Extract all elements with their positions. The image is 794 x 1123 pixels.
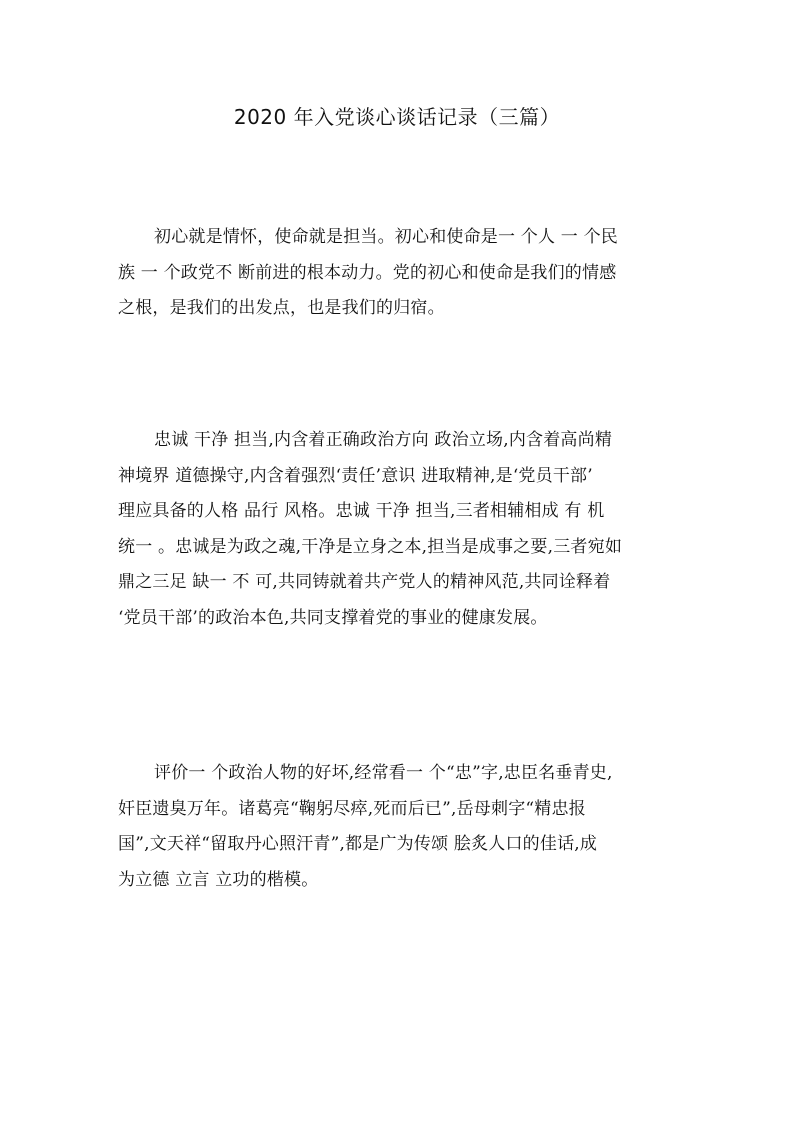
paragraph-line: 之根，是我们的出发点，也是我们的归宿。 (118, 298, 445, 318)
page-title: 2020 年入党谈心谈话记录（三篇） (233, 105, 561, 129)
paragraph-2 (118, 423, 676, 636)
paragraph-line: 族 一 个政党不 断前进的根本动力。党的初心和使命是我们的情感 (118, 262, 617, 283)
paragraph-line: 评价一 个政治人物的好坏,经常看一 个“忠”字,忠臣名垂青史, (154, 763, 613, 783)
paragraph-line: 鼎之三足 缺一 不 可,共同铸就着共产党人的精神风范,共同诠释着 (118, 572, 611, 592)
paragraph-line: 初心就是情怀，使命就是担当。初心和使命是一 个人 一 个民 (154, 227, 619, 247)
paragraph-line: 神境界 道德操守,内含着强烈‘责任’意识 进取精神,是‘党员干部’ (118, 465, 593, 486)
paragraph-line: 国”,文天祥“留取丹心照汗青”,都是广为传颂 脍炙人口的佳话,成 (118, 834, 598, 854)
paragraph-line: 为立德 立言 立功的楷模。 (118, 869, 319, 890)
paragraph-line: 忠诚 干净 担当,内含着正确政治方向 政治立场,内含着高尚精 (154, 430, 613, 450)
paragraph-1 (118, 220, 676, 327)
paragraph-line: ‘党员干部’的政治本色,共同支撑着党的事业的健康发展。 (118, 607, 548, 628)
paragraph-line: 理应具备的人格 品行 风格。忠诚 干净 担当,三者相辅相成 有 机 (118, 501, 605, 521)
paragraph-line: 统一 。忠诚是为政之魂,干净是立身之本,担当是成事之要,三者宛如 (118, 536, 623, 557)
paragraph-3 (118, 756, 676, 898)
paragraph-line: 奸臣遗臭万年。诸葛亮“鞠躬尽瘁,死而后已”,岳母刺字“精忠报 (118, 798, 586, 819)
